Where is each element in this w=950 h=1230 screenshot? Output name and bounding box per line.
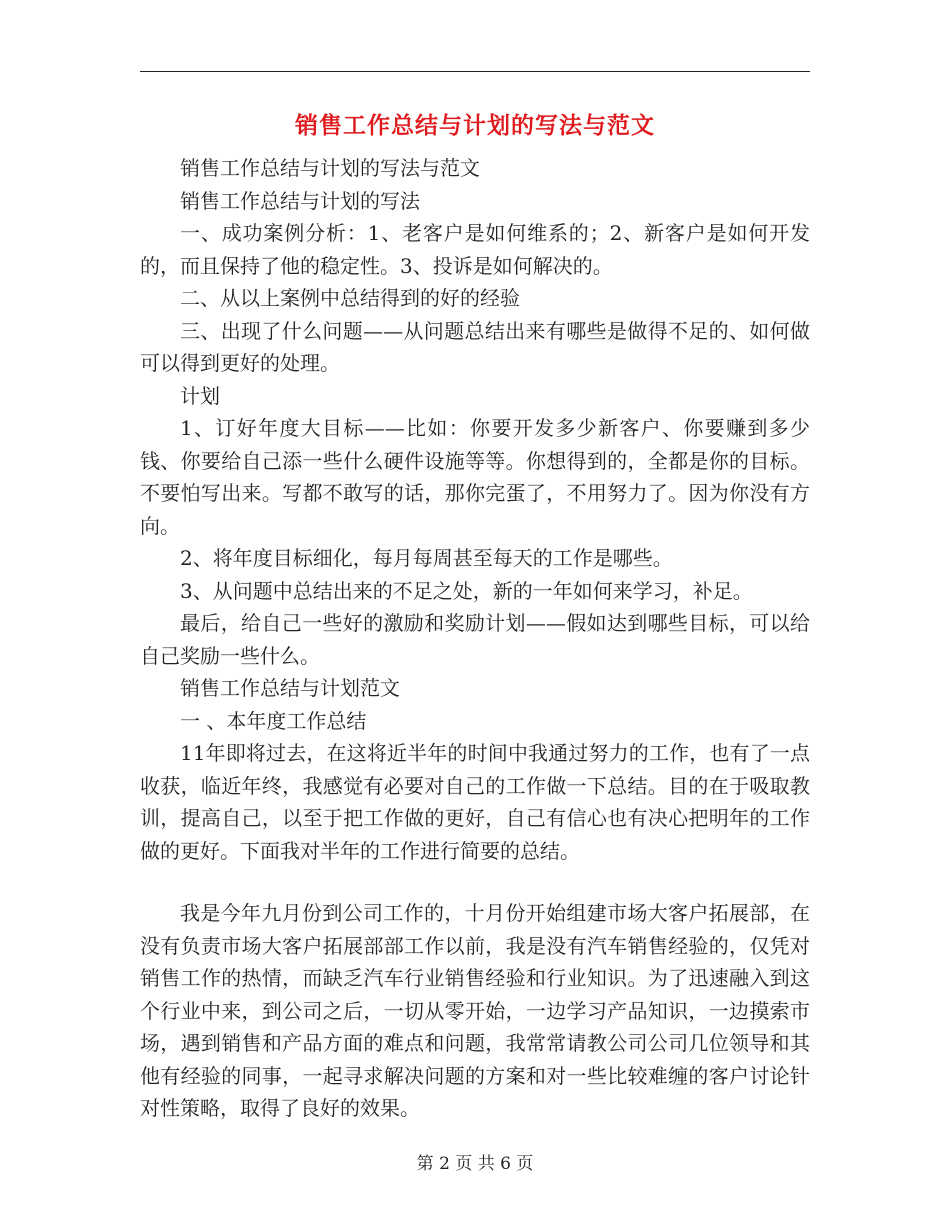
paragraph: 三、出现了什么问题——从问题总结出来有哪些是做得不足的、如何做可以得到更好的处理。	[140, 318, 810, 375]
paragraph: 最后，给自己一些好的激励和奖励计划——假如达到哪些目标，可以给自己奖励一些什么。	[140, 611, 810, 668]
header-rule	[140, 71, 810, 72]
paragraph: 一 、本年度工作总结	[180, 708, 367, 733]
paragraph: 销售工作总结与计划的写法	[180, 188, 420, 213]
paragraph: 一、成功案例分析：1、老客户是如何维系的；2、新客户是如何开发的，而且保持了他的稳定性。3、投诉是如何解决的。	[140, 221, 810, 278]
paragraph: 销售工作总结与计划范文	[180, 676, 400, 700]
page-number: 第 2 页 共 6 页	[416, 1154, 534, 1174]
paragraph: 二、从以上案例中总结得到的好的经验	[180, 286, 520, 310]
paragraph: 3、从问题中总结出来的不足之处，新的一年如何来学习，补足。	[180, 578, 753, 603]
paragraph: 销售工作总结与计划的写法与范文	[180, 156, 480, 180]
document-title: 销售工作总结与计划的写法与范文	[295, 113, 655, 139]
paragraph: 11年即将过去，在这将近半年的时间中我通过努力的工作，也有了一点收获，临近年终，我感觉有必要对自己的工作做一下总结。目的在于吸取教训，提高自己，以至于把工作做的更好，自己有信心也有决心把明年的工作做的更好。下面我对半年的工作进行简要的总结。	[140, 741, 810, 863]
paragraph-gap	[140, 867, 810, 897]
paragraph: 2、将年度目标细化，每月每周甚至每天的工作是哪些。	[180, 546, 673, 570]
paragraph: 计划	[180, 383, 220, 408]
paragraph: 1、订好年度大目标——比如：你要开发多少新客户、你要赚到多少钱、你要给自己添一些什么硬件设施等等。你想得到的，全都是你的目标。不要怕写出来。写都不敢写的话，那你完蛋了，不用努力了。因为你没有方向。	[140, 416, 810, 538]
paragraph: 我是今年九月份到公司工作的，十月份开始组建市场大客户拓展部，在没有负责市场大客户拓展部部工作以前，我是没有汽车销售经验的，仅凭对销售工作的热情，而缺乏汽车行业销售经验和行业知识。为了迅速融入到这个行业中来，到公司之后，一切从零开始，一边学习产品知识，一边摸索市场，遇到销售和产品方面的难点和问题，我常常请教公司公司几位领导和其他有经验的同事，一起寻求解决问题的方案和对一些比较难缠的客户讨论针对性策略，取得了良好的效果。	[140, 901, 810, 1120]
document-body	[140, 152, 810, 1125]
